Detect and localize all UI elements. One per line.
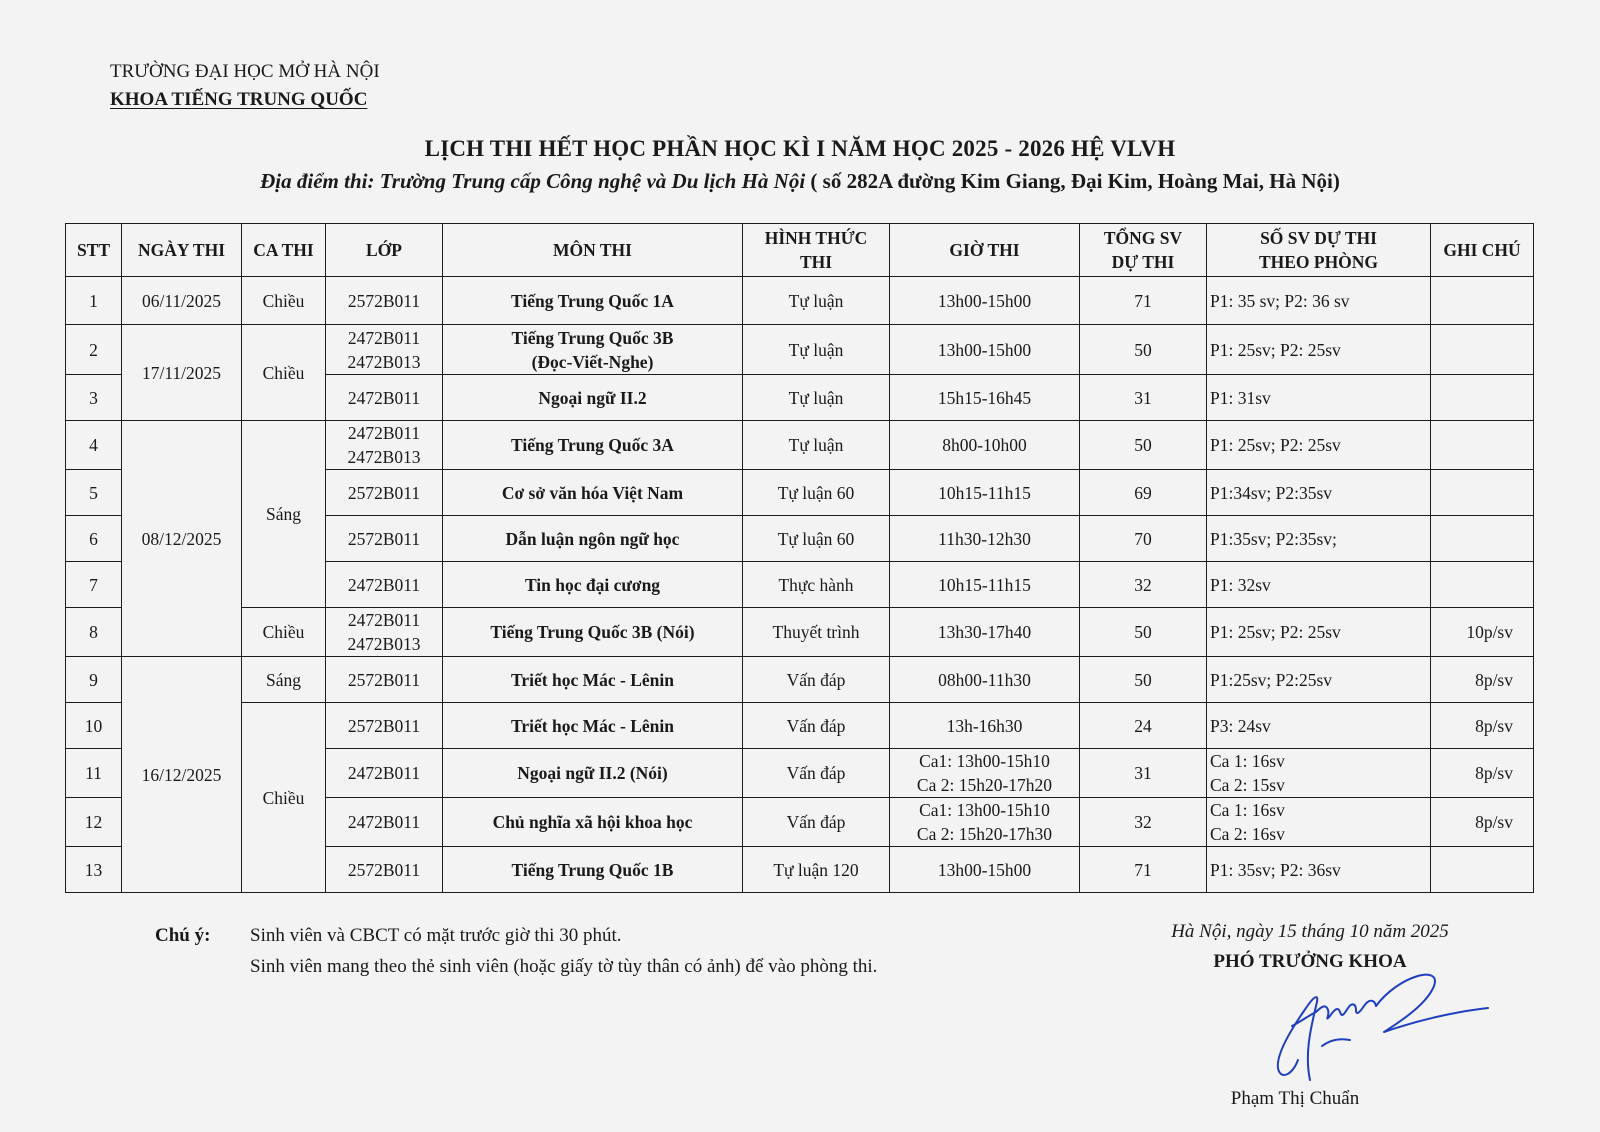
- cell-total-students: 50: [1080, 657, 1207, 703]
- col-header-date: NGÀY THI: [122, 224, 242, 277]
- cell-subject: Tin học đại cương: [443, 562, 743, 608]
- exam-location: [0, 169, 1600, 194]
- cell-format: Tự luận: [743, 421, 890, 470]
- cell-class: 2472B011: [326, 562, 443, 608]
- cell-subject: Tiếng Trung Quốc 1A: [443, 277, 743, 325]
- handwritten-signature: [1270, 968, 1520, 1093]
- cell-stt: 11: [66, 749, 122, 798]
- cell-stt: 5: [66, 470, 122, 516]
- cell-note: 8p/sv: [1431, 749, 1534, 798]
- table-row: [66, 421, 1534, 470]
- cell-format: Vấn đáp: [743, 749, 890, 798]
- cell-time: 10h15-11h15: [890, 470, 1080, 516]
- cell-total-students: 31: [1080, 375, 1207, 421]
- cell-class: 2472B011: [326, 798, 443, 847]
- col-header-time: GIỜ THI: [890, 224, 1080, 277]
- cell-shift: Chiều: [242, 703, 326, 893]
- cell-total-students: 69: [1080, 470, 1207, 516]
- cell-total-students: 71: [1080, 277, 1207, 325]
- cell-format: Tự luận 120: [743, 847, 890, 893]
- table-header-row: [66, 224, 1534, 277]
- cell-subject: Chủ nghĩa xã hội khoa học: [443, 798, 743, 847]
- cell-room-allocation: P1:34sv; P2:35sv: [1207, 470, 1431, 516]
- cell-total-students: 70: [1080, 516, 1207, 562]
- col-header-total: TỔNG SV DỰ THI: [1080, 224, 1207, 277]
- cell-note: [1431, 470, 1534, 516]
- cell-total-students: 50: [1080, 325, 1207, 375]
- cell-note: [1431, 516, 1534, 562]
- notes-section: [155, 920, 877, 982]
- col-header-class: LỚP: [326, 224, 443, 277]
- cell-room-allocation: Ca 1: 16sv Ca 2: 16sv: [1207, 798, 1431, 847]
- cell-stt: 9: [66, 657, 122, 703]
- cell-room-allocation: P1: 32sv: [1207, 562, 1431, 608]
- cell-room-allocation: P1: 35sv; P2: 36sv: [1207, 847, 1431, 893]
- document-title: LỊCH THI HẾT HỌC PHẦN HỌC KÌ I NĂM HỌC 2025 - 2026 HỆ VLVH: [424, 136, 1176, 161]
- cell-format: Thực hành: [743, 562, 890, 608]
- cell-stt: 13: [66, 847, 122, 893]
- cell-total-students: 31: [1080, 749, 1207, 798]
- faculty-name: KHOA TIẾNG TRUNG QUỐC: [110, 89, 368, 110]
- cell-exam-date: 16/12/2025: [122, 657, 242, 893]
- cell-class: 2572B011: [326, 703, 443, 749]
- cell-format: Vấn đáp: [743, 798, 890, 847]
- cell-subject: Triết học Mác - Lênin: [443, 657, 743, 703]
- cell-exam-date: 17/11/2025: [122, 325, 242, 421]
- cell-subject: Triết học Mác - Lênin: [443, 703, 743, 749]
- location-address: ( số 282A đường Kim Giang, Đại Kim, Hoàng Mai, Hà Nội): [805, 169, 1340, 193]
- cell-class: 2572B011: [326, 516, 443, 562]
- cell-total-students: 71: [1080, 847, 1207, 893]
- cell-time: 15h15-16h45: [890, 375, 1080, 421]
- col-header-rooms: SỐ SV DỰ THI THEO PHÒNG: [1207, 224, 1431, 277]
- cell-subject: Ngoại ngữ II.2: [443, 375, 743, 421]
- cell-time: 13h30-17h40: [890, 608, 1080, 657]
- table-row: [66, 325, 1534, 375]
- cell-class: 2472B011: [326, 749, 443, 798]
- cell-note: 8p/sv: [1431, 703, 1534, 749]
- cell-room-allocation: P1: 25sv; P2: 25sv: [1207, 325, 1431, 375]
- cell-room-allocation: P1:35sv; P2:35sv;: [1207, 516, 1431, 562]
- table-row: [66, 608, 1534, 657]
- cell-shift: Chiều: [242, 325, 326, 421]
- cell-subject: Ngoại ngữ II.2 (Nói): [443, 749, 743, 798]
- cell-time: 8h00-10h00: [890, 421, 1080, 470]
- cell-note: [1431, 847, 1534, 893]
- cell-class: 2572B011: [326, 657, 443, 703]
- cell-total-students: 32: [1080, 562, 1207, 608]
- cell-stt: 1: [66, 277, 122, 325]
- cell-note: [1431, 277, 1534, 325]
- cell-stt: 8: [66, 608, 122, 657]
- cell-time: 10h15-11h15: [890, 562, 1080, 608]
- cell-note: [1431, 421, 1534, 470]
- cell-time: 13h-16h30: [890, 703, 1080, 749]
- cell-class: 2572B011: [326, 847, 443, 893]
- cell-format: Tự luận 60: [743, 516, 890, 562]
- cell-shift: Sáng: [242, 421, 326, 608]
- cell-room-allocation: P1: 35 sv; P2: 36 sv: [1207, 277, 1431, 325]
- location-label: Địa điểm thi: Trường Trung cấp Công nghệ và Du lịch Hà Nội: [260, 169, 806, 193]
- table-row: [66, 657, 1534, 703]
- cell-exam-date: 06/11/2025: [122, 277, 242, 325]
- cell-stt: 3: [66, 375, 122, 421]
- cell-format: Tự luận: [743, 325, 890, 375]
- signing-date: Hà Nội, ngày 15 tháng 10 năm 2025: [1171, 921, 1449, 942]
- col-header-notes: GHI CHÚ: [1431, 224, 1534, 277]
- cell-total-students: 24: [1080, 703, 1207, 749]
- exam-schedule-table: [65, 223, 1534, 893]
- cell-room-allocation: P3: 24sv: [1207, 703, 1431, 749]
- cell-class: 2472B011 2472B013: [326, 325, 443, 375]
- col-header-shift: CA THI: [242, 224, 326, 277]
- cell-format: Tự luận: [743, 375, 890, 421]
- cell-class: 2472B011: [326, 375, 443, 421]
- cell-room-allocation: Ca 1: 16sv Ca 2: 15sv: [1207, 749, 1431, 798]
- note-line: Sinh viên mang theo thẻ sinh viên (hoặc giấy tờ tùy thân có ảnh) để vào phòng thi.: [250, 956, 878, 977]
- cell-note: [1431, 375, 1534, 421]
- cell-stt: 6: [66, 516, 122, 562]
- note-line: Sinh viên và CBCT có mặt trước giờ thi 30 phút.: [250, 925, 622, 946]
- cell-format: Vấn đáp: [743, 657, 890, 703]
- signer-name: Phạm Thị Chuẩn: [1230, 1088, 1360, 1109]
- cell-subject: Tiếng Trung Quốc 3B (Nói): [443, 608, 743, 657]
- cell-class: 2572B011: [326, 277, 443, 325]
- cell-time: 13h00-15h00: [890, 325, 1080, 375]
- cell-time: 13h00-15h00: [890, 277, 1080, 325]
- cell-time: Ca1: 13h00-15h10 Ca 2: 15h20-17h20: [890, 749, 1080, 798]
- cell-class: 2472B011 2472B013: [326, 421, 443, 470]
- cell-shift: Sáng: [242, 657, 326, 703]
- table-row: [66, 277, 1534, 325]
- cell-subject: Tiếng Trung Quốc 1B: [443, 847, 743, 893]
- cell-note: 8p/sv: [1431, 798, 1534, 847]
- cell-format: Tự luận: [743, 277, 890, 325]
- issuer-header: [110, 58, 380, 114]
- cell-stt: 12: [66, 798, 122, 847]
- col-header-stt: STT: [66, 224, 122, 277]
- cell-room-allocation: P1: 25sv; P2: 25sv: [1207, 421, 1431, 470]
- cell-format: Thuyết trình: [743, 608, 890, 657]
- cell-total-students: 50: [1080, 608, 1207, 657]
- cell-time: 13h00-15h00: [890, 847, 1080, 893]
- cell-format: Tự luận 60: [743, 470, 890, 516]
- cell-note: [1431, 325, 1534, 375]
- cell-total-students: 32: [1080, 798, 1207, 847]
- cell-shift: Chiều: [242, 277, 326, 325]
- col-header-subject: MÔN THI: [443, 224, 743, 277]
- cell-room-allocation: P1:25sv; P2:25sv: [1207, 657, 1431, 703]
- cell-stt: 7: [66, 562, 122, 608]
- table-row: [66, 703, 1534, 749]
- cell-stt: 4: [66, 421, 122, 470]
- cell-time: 08h00-11h30: [890, 657, 1080, 703]
- cell-class: 2472B011 2472B013: [326, 608, 443, 657]
- cell-subject: Cơ sở văn hóa Việt Nam: [443, 470, 743, 516]
- cell-shift: Chiều: [242, 608, 326, 657]
- cell-subject: Tiếng Trung Quốc 3B (Đọc-Viết-Nghe): [443, 325, 743, 375]
- notes-label: Chú ý:: [155, 925, 211, 946]
- cell-exam-date: 08/12/2025: [122, 421, 242, 657]
- cell-room-allocation: P1: 31sv: [1207, 375, 1431, 421]
- cell-stt: 2: [66, 325, 122, 375]
- cell-total-students: 50: [1080, 421, 1207, 470]
- cell-note: 10p/sv: [1431, 608, 1534, 657]
- cell-stt: 10: [66, 703, 122, 749]
- cell-class: 2572B011: [326, 470, 443, 516]
- cell-subject: Dẫn luận ngôn ngữ học: [443, 516, 743, 562]
- university-name: TRƯỜNG ĐẠI HỌC MỞ HÀ NỘI: [110, 61, 380, 82]
- cell-note: [1431, 562, 1534, 608]
- signer-title: PHÓ TRƯỞNG KHOA: [1213, 951, 1407, 972]
- col-header-format: HÌNH THỨC THI: [743, 224, 890, 277]
- cell-format: Vấn đáp: [743, 703, 890, 749]
- cell-time: 11h30-12h30: [890, 516, 1080, 562]
- cell-room-allocation: P1: 25sv; P2: 25sv: [1207, 608, 1431, 657]
- cell-time: Ca1: 13h00-15h10 Ca 2: 15h20-17h30: [890, 798, 1080, 847]
- cell-note: 8p/sv: [1431, 657, 1534, 703]
- cell-subject: Tiếng Trung Quốc 3A: [443, 421, 743, 470]
